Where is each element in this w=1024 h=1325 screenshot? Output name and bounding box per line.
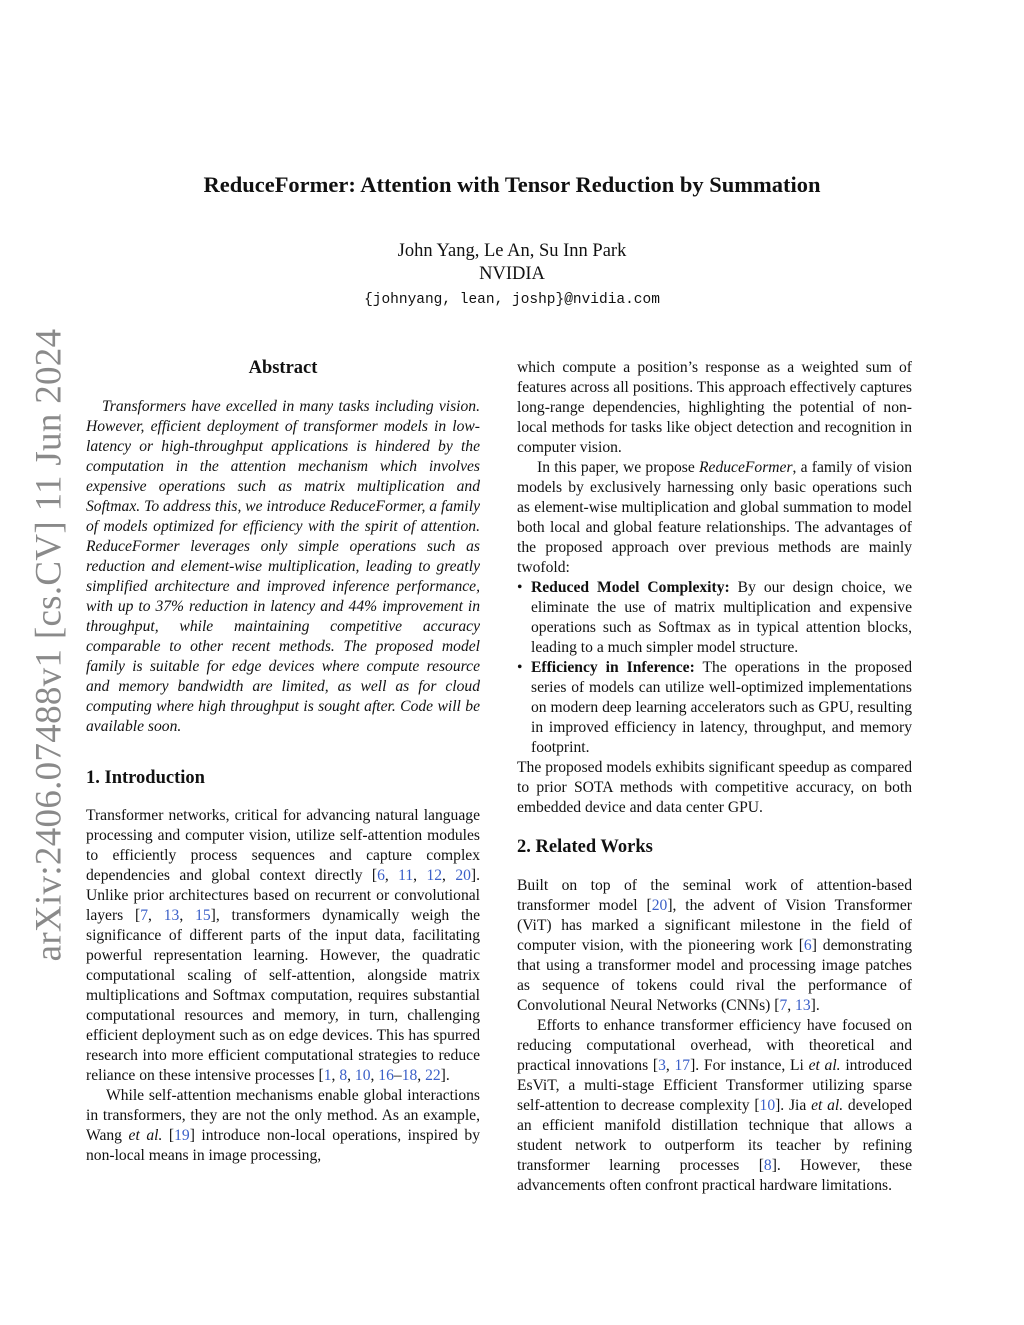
author-names: John Yang, Le An, Su Inn Park xyxy=(397,241,627,261)
citation-link[interactable]: 19 xyxy=(174,1127,190,1144)
citation-link[interactable]: 10 xyxy=(759,1097,776,1114)
intro-paragraph-3: which compute a position’s response as a weighted sum of features across all positions. This approach effectively captures long-range dependencies, highlighting the potential of non-local methods for tasks like object detection and recognition in computer vision. xyxy=(517,359,912,456)
citation-link[interactable]: 11 xyxy=(398,867,414,884)
author-affiliation: NVIDIA xyxy=(479,264,545,284)
citation-link[interactable]: 1 xyxy=(323,1067,332,1084)
citation-link[interactable]: 6 xyxy=(377,867,385,884)
citation-link[interactable]: 17 xyxy=(674,1057,691,1074)
citation-link[interactable]: 8 xyxy=(339,1067,348,1084)
abstract-heading: Abstract xyxy=(248,358,318,378)
intro-paragraph-2: While self-attention mechanisms enable global interactions in transformers, they are not the only method. As an example, Wang et al. [19] introduce non-local operations, inspired by non-local means in image processing, xyxy=(86,1087,481,1164)
citation-link[interactable]: 13 xyxy=(163,907,180,924)
citation-link[interactable]: 22 xyxy=(425,1067,441,1084)
arxiv-identifier: arXiv:2406.07488v1 [cs.CV] 11 Jun 2024 xyxy=(28,328,70,962)
related-paragraph-1: Built on top of the seminal work of attention-based transformer model [20], the advent of Vision Transformer (ViT) has marked a significant milestone in the field of computer vision, with the pioneering work [6] demonstrating that using a transformer model and processing image patches as sequence of tokens could rival the performance of Convolutional Neural Networks (CNNs) [7, 13]. xyxy=(517,877,912,1014)
citation-link[interactable]: 7 xyxy=(779,997,788,1014)
citation-link[interactable]: 10 xyxy=(354,1067,371,1084)
list-item: • Reduced Model Complexity: By our design choice, we eliminate the use of matrix multiplication and expensive operations such as Softmax as in typical attention blocks, leading to a much simpler model structure. xyxy=(517,578,912,658)
related-paragraph-2: Efforts to enhance transformer efficiency have focused on reducing computational overhead, with theoretical and practical innovations [3, 17]. For instance, Li et al. introduced EsViT, a multi-stage Efficient Transformer utilizing sparse self-attention to decrease complexity [10]. Jia et al. developed an efficient manifold distillation technique that allows a student network to outperform its teacher by refining transformer learning processes [8]. However, these advancements often confront practical hardware limitations. xyxy=(517,1017,912,1194)
citation-link[interactable]: 6 xyxy=(803,937,812,954)
citation-link[interactable]: 16 xyxy=(378,1067,394,1084)
intro-paragraph-1: Transformer networks, critical for advancing natural language processing and computer vision, utilize self-attention modules to efficiently process sequences and capture complex dependencies and global context directly [6, 11, 12, 20]. Unlike prior architectures based on recurrent or convolutional layers [7, 13, 15], transformers dynamically weigh the significance of different parts of the input data, facilitating powerful representation learning. However, the quadratic computational scaling of self-attention, alongside matrix multiplications and Softmax computation, requires substantial computational resources and memory, in turn, challenging efficient deployment such as on edge devices. This has spurred research into more efficient computational strategies to reduce reliance on these intensive processes [1, 8, 10, 16–18, 22]. xyxy=(86,807,481,1084)
citation-link[interactable]: 13 xyxy=(795,997,811,1014)
paper-title: ReduceFormer: Attention with Tensor Reduction by Summation xyxy=(203,172,821,197)
citation-link[interactable]: 12 xyxy=(426,867,443,884)
citation-link[interactable]: 18 xyxy=(401,1067,418,1084)
list-item: • Efficiency in Inference: The operations in the proposed series of models can utilize well-optimized implementations on modern deep learning accelerators such as GPU, resulting in improved efficiency in latency, throughput, and memory footprint. xyxy=(517,658,912,758)
citation-link[interactable]: 20 xyxy=(455,867,471,884)
advantages-list xyxy=(517,578,912,758)
author-block xyxy=(0,240,1024,286)
left-column xyxy=(86,356,480,1166)
citation-link[interactable]: 15 xyxy=(195,907,211,924)
abstract-text: Transformers have excelled in many tasks including vision. However, efficient deployment of transformer models in low-latency or high-throughput applications is hindered by the computation in the attention mechanism which involves expensive operations such as matrix multiplication and Softmax. To address this, we introduce ReduceFormer, a family of models optimized for efficiency with the spirit of attention. ReduceFormer leverages only simple operations such as reduction and element-wise multiplication, leading to greatly simplified architecture and improved inference performance, with up to 37% reduction in latency and 44% improvement in throughput, while maintaining competitive accuracy comparable to other recent methods. The proposed model family is suitable for edge devices where compute resource and memory bandwidth are limited, as well as for cloud computing where high throughput is sought after. Code will be available soon. xyxy=(86,398,480,735)
right-column xyxy=(517,358,912,1196)
citation-link[interactable]: 20 xyxy=(651,897,668,914)
citation-link[interactable]: 7 xyxy=(140,907,149,924)
section-heading-introduction: 1. Introduction xyxy=(86,768,205,788)
section-heading-related-works: 2. Related Works xyxy=(517,837,653,857)
author-email: {johnyang, lean, joshp}@nvidia.com xyxy=(364,292,660,308)
citation-link[interactable]: 8 xyxy=(763,1157,772,1174)
citation-link[interactable]: 3 xyxy=(658,1057,666,1074)
intro-paragraph-4: In this paper, we propose ReduceFormer, a family of vision models by exclusively harnessing only basic operations such as element-wise multiplication and global summation to model both local and global feature relationships. The advantages of the proposed approach over previous methods are mainly twofold: xyxy=(517,459,913,576)
intro-paragraph-5: The proposed models exhibits significant speedup as compared to prior SOTA methods with competitive accuracy, on both embedded device and data center GPU. xyxy=(517,759,912,816)
